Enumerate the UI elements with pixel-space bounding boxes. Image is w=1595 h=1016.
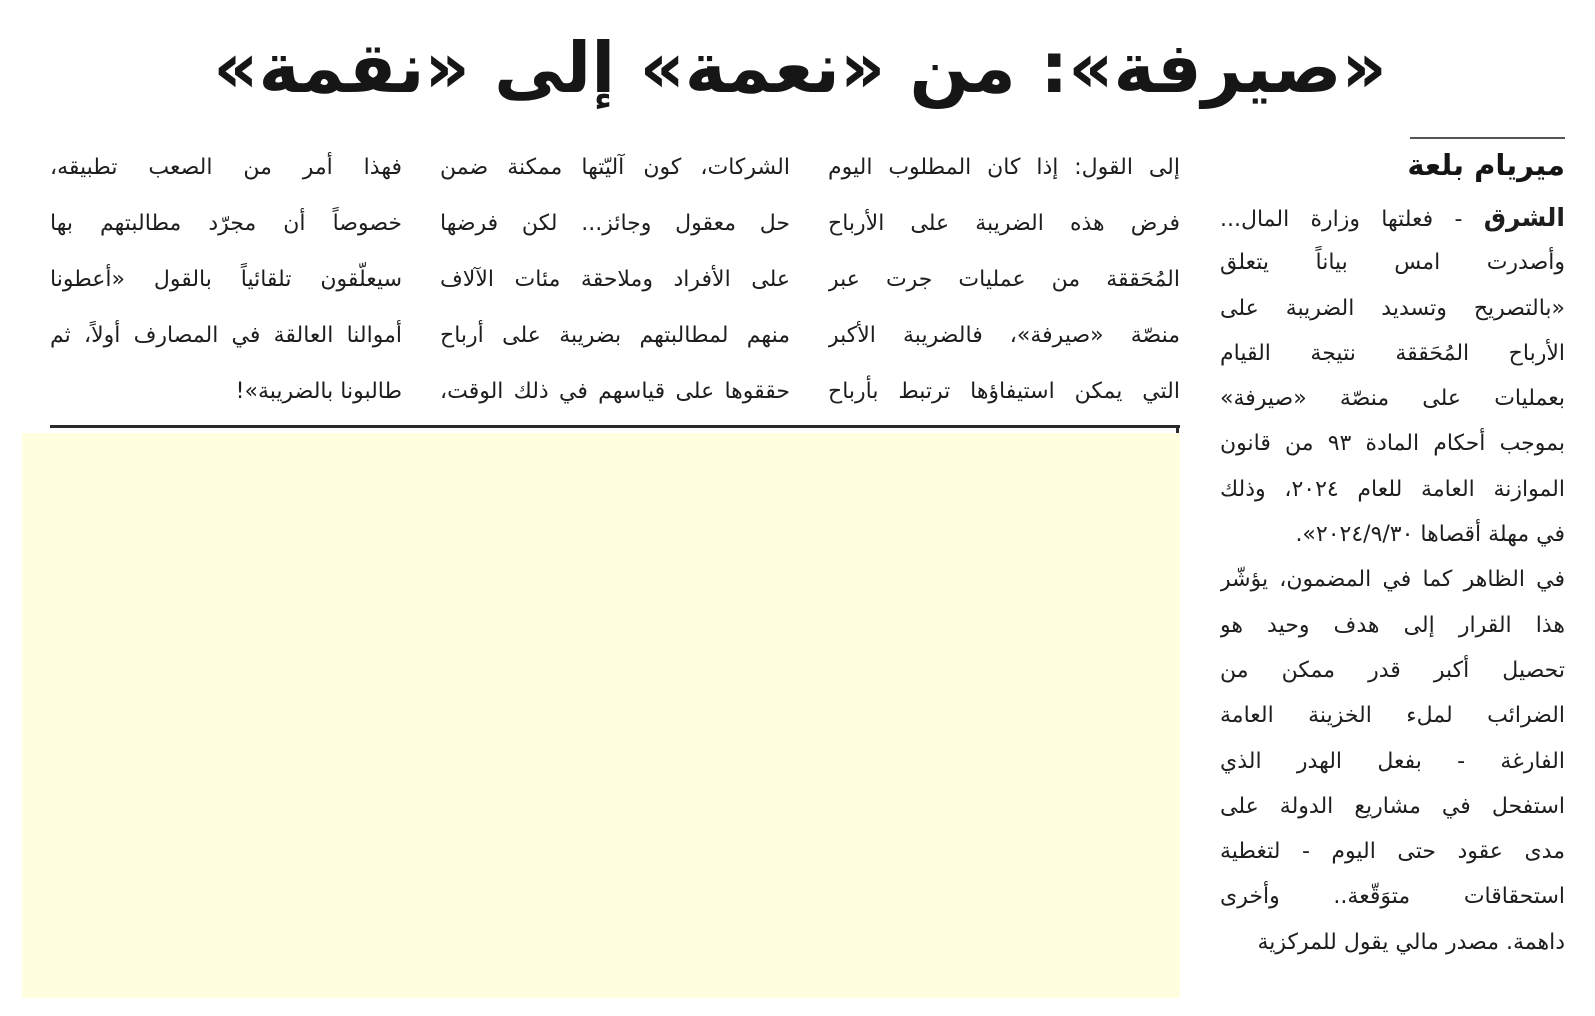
sidebar-line: هذا القرار إلى هدف وحيد هو <box>1220 612 1565 638</box>
column-line: فرض هذه الضريبة على الأرباح <box>828 211 1180 236</box>
column-line: سيعلّقون تلقائياً بالقول «أعطونا <box>50 267 402 292</box>
dateline-source: الشرق <box>1483 203 1565 232</box>
article-bottom-rule <box>50 425 1180 428</box>
sidebar-line: «بالتصريح وتسديد الضريبة على <box>1220 295 1565 321</box>
sidebar-line: وأصدرت امس بياناً يتعلق <box>1220 250 1565 276</box>
author-top-rule <box>1410 137 1565 139</box>
sidebar-line: مدى عقود حتى اليوم - لتغطية <box>1220 839 1565 865</box>
sidebar-line: الموازنة العامة للعام ٢٠٢٤، وذلك <box>1220 476 1565 502</box>
sidebar-line: في الظاهر كما في المضمون، يؤشّر <box>1220 567 1565 593</box>
column-line: الشركات، كون آليّتها ممكنة ضمن <box>440 155 790 180</box>
column-line: حل معقول وجائز... لكن فرضها <box>440 211 790 236</box>
sidebar-line: في مهلة أقصاها ٢٠٢٤/٩/٣٠». <box>1295 522 1565 548</box>
sidebar-line: الأرباح المُحَققة نتيجة القيام <box>1220 340 1565 366</box>
column-line: المُحَققة من عمليات جرت عبر <box>828 267 1180 292</box>
sidebar-line: بموجب أحكام المادة ٩٣ من قانون <box>1220 431 1565 457</box>
sidebar-line: استفحل في مشاريع الدولة على <box>1220 793 1565 819</box>
article-headline: «صيرفة»: من «نعمة» إلى «نقمة» <box>213 27 1387 109</box>
column-line: فهذا أمر من الصعب تطبيقه، <box>50 155 402 180</box>
column-line: خصوصاً أن مجرّد مطالبتهم بها <box>50 211 402 236</box>
column-line: منصّة «صيرفة»، فالضريبة الأكبر <box>828 323 1180 348</box>
article-column-3 <box>50 140 402 420</box>
column-line: منهم لمطالبتهم بضريبة على أرباح <box>440 323 790 348</box>
column-line: إلى القول: إذا كان المطلوب اليوم <box>828 155 1180 180</box>
sidebar-line: استحقاقات متوَقّعة.. وأخرى <box>1220 884 1565 910</box>
advertisement-placeholder <box>22 433 1180 998</box>
sidebar-line: بعمليات على منصّة «صيرفة» <box>1220 386 1565 412</box>
column-line: على الأفراد وملاحقة مئات الآلاف <box>440 267 790 292</box>
sidebar-line: الفارغة - بفعل الهدر الذي <box>1220 748 1565 774</box>
column-line: طالبونا بالضريبة»! <box>235 379 402 404</box>
sidebar-line: تحصيل أكبر قدر ممكن من <box>1220 657 1565 683</box>
sidebar-line-1: الشرق - فعلتها وزارة المال... <box>1220 203 1565 232</box>
article-column-2 <box>440 140 790 420</box>
column-line: أموالنا العالقة في المصارف أولاً، ثم <box>50 323 402 348</box>
author-byline: ميريام بلعة <box>1407 148 1565 182</box>
sidebar-column <box>1220 195 1565 1000</box>
column-line: التي يمكن استيفاؤها ترتبط بأرباح <box>828 379 1180 404</box>
sidebar-line: داهمة. مصدر مالي يقول للمركزية <box>1257 929 1565 955</box>
article-column-1 <box>828 140 1180 420</box>
column-line: حققوها على قياسهم في ذلك الوقت، <box>440 379 790 404</box>
sidebar-line: الضرائب لملء الخزينة العامة <box>1220 703 1565 729</box>
